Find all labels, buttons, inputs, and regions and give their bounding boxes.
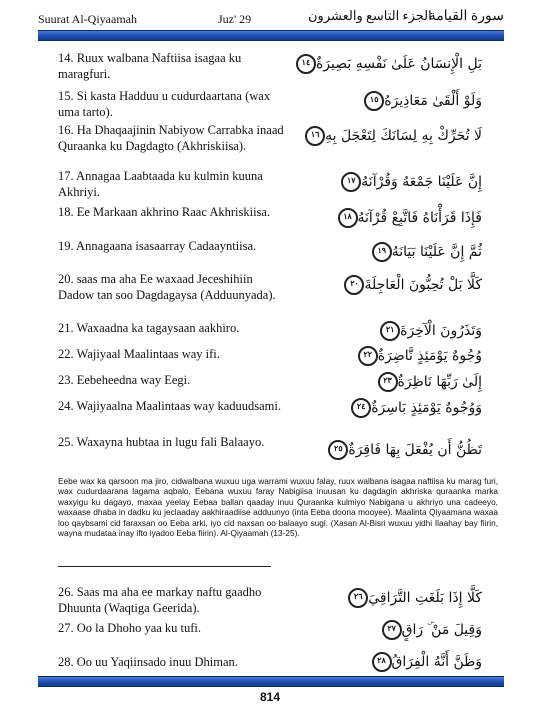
juz-label: Juz' 29 (218, 12, 252, 26)
verse-25-translation: 25. Waxayna hubtaa in lugu fali Balaayo. (58, 435, 265, 449)
verse-number-marker: ٢٦ (348, 588, 368, 608)
verse-27-arabic: وَقِيلَ مَنْ ۜ رَاقٍ٢٧ (307, 620, 482, 640)
verse-number-marker: ٢٢ (358, 346, 378, 366)
verse-27-translation: 27. Oo la Dhoho yaa ku tufi. (58, 621, 202, 635)
verse-21-arabic: وَتَذَرُونَ الْآخِرَةَ٢١ (307, 321, 482, 341)
verse-18-translation: 18. Ee Markaan akhrino Raac Akhriskiisa. (58, 205, 271, 219)
verse-number-marker: ١٦ (305, 126, 325, 146)
verse-number-marker: ٢٤ (351, 398, 371, 418)
verse-23-translation: 23. Eebeheedna way Eegi. (58, 373, 191, 387)
juz-arabic: الجزء التاسع والعشرون (308, 8, 432, 23)
page-header (38, 8, 504, 30)
verse-24-arabic: وَوُجُوهٌ يَوْمَئِذٍ بَاسِرَةٌ٢٤ (307, 398, 482, 418)
verse-18-arabic: فَإِذَا قَرَأْنَاهُ فَاتَّبِعْ قُرْآنَهُ١٨ (307, 208, 482, 228)
verse-21-translation: 21. Waxaadna ka tagaysaan aakhiro. (58, 321, 240, 335)
commentary-paragraph: Eebe wax ka qarsoon ma jiro, cidwalbana wuxuu uga warrami wuxuu falay, ruux walbana isagaa naftiisa ku marag furi, wax cudurdaarana lagama aqbalo, Eebana wuxuu faray Nabigiisa inuusan ku dagdagin akhriska quraanka marka waxyigu ku dagayo, maxaa yeelay Eebaa ballan qaaday inuu Quraanka kulmiyo Nabigana u akhriyo una cadeeyo, waxaase dhaba in dadku ku jeclaaday aakhiraadiise adduunyo (inta Eeba doona mooyee). Maalinta Qiyaamana waxaa loo qaybsami cid faraxsan oo Eeba arki, iyo cid naxsan oo balaayo sugi. (Xasan Al-Bisri wuxuu yidhi Ilaahay bay fiirin, wayna mudataa inay ifto iyadoo Eeba fiirin). Al-Qiyaamah (13-25). (58, 476, 498, 539)
verse-15-arabic: وَلَوْ أَلْقَىٰ مَعَاذِيرَهُ١٥ (307, 91, 482, 111)
verse-15-translation: 15. Si kasta Hadduu u cudurdaartana (wax uma tarto). (58, 89, 271, 119)
verse-number-marker: ٢٥ (328, 440, 348, 460)
verse-20-translation: 20. saas ma aha Ee waxaad Jeceshihiin Dadow tan soo Dagdagaysa (Adduunyada). (58, 272, 276, 302)
surah-title: Suurat Al-Qiyaamah (38, 12, 137, 26)
verse-number-marker: ٢٨ (372, 652, 392, 672)
verse-14-arabic: بَلِ الْإِنسَانُ عَلَىٰ نَفْسِهِ بَصِيرَةٌ١٤ (307, 54, 482, 74)
verse-26-translation: 26. Saas ma aha ee markay naftu gaadho Dhuunta (Waqtiga Geerida). (58, 585, 262, 615)
verse-26-arabic: كَلَّا إِذَا بَلَغَتِ التَّرَاقِيَ٢٦ (307, 588, 482, 608)
verse-22-arabic: وُجُوهٌ يَوْمَئِذٍ نَّاضِرَةٌ٢٢ (307, 346, 482, 366)
verse-number-marker: ٢١ (380, 321, 400, 341)
verse-19-translation: 19. Annagaana isasaarray Cadaayntiisa. (58, 239, 257, 253)
verse-28-translation: 28. Oo uu Yaqiinsado inuu Dhiman. (58, 655, 238, 669)
verse-16-arabic: لَا تُحَرِّكْ بِهِ لِسَانَكَ لِتَعْجَلَ بِهِ١٦ (307, 126, 482, 146)
verse-23-arabic: إِلَىٰ رَبِّهَا نَاظِرَةٌ٢٣ (307, 372, 482, 392)
verse-number-marker: ١٥ (364, 91, 384, 111)
section-divider (58, 566, 271, 567)
top-blue-bar (38, 30, 504, 41)
surah-arabic-title: سورة القيامة (428, 9, 504, 24)
verse-20-arabic: كَلَّا بَلْ تُحِبُّونَ الْعَاجِلَةَ٢٠ (307, 275, 482, 295)
verse-number-marker: ١٧ (341, 172, 361, 192)
verse-17-arabic: إِنَّ عَلَيْنَا جَمْعَهُ وَقُرْآنَهُ١٧ (307, 172, 482, 192)
verse-25-arabic: تَظُنُّ أَن يُفْعَلَ بِهَا فَاقِرَةٌ٢٥ (307, 440, 482, 460)
verse-28-arabic: وَظَنَّ أَنَّهُ الْفِرَاقُ٢٨ (307, 652, 482, 672)
verse-number-marker: ٢٠ (344, 275, 364, 295)
page-number: 814 (259, 690, 281, 704)
verse-number-marker: ٢٧ (382, 620, 402, 640)
verse-number-marker: ١٤ (296, 54, 316, 74)
verse-number-marker: ١٩ (372, 242, 392, 262)
verse-number-marker: ٢٣ (378, 372, 398, 392)
verse-24-translation: 24. Wajiyaalna Maalintaas way kaduudsami. (58, 399, 282, 413)
verse-19-arabic: ثُمَّ إِنَّ عَلَيْنَا بَيَانَهُ١٩ (307, 242, 482, 262)
verse-16-translation: 16. Ha Dhaqaajinin Nabiyow Carrabka inaad Quraanka ku Dagdagto (Akhriskiisa). (58, 123, 284, 153)
bottom-blue-bar (38, 676, 504, 687)
verse-17-translation: 17. Annagaa Laabtaada ku kulmin kuuna Akhriyi. (58, 169, 263, 199)
verse-14-translation: 14. Ruux walbana Naftiisa isagaa ku maragfuri. (58, 51, 242, 81)
verse-number-marker: ١٨ (338, 208, 358, 228)
verse-22-translation: 22. Wajiyaal Maalintaas way ifi. (58, 347, 220, 361)
